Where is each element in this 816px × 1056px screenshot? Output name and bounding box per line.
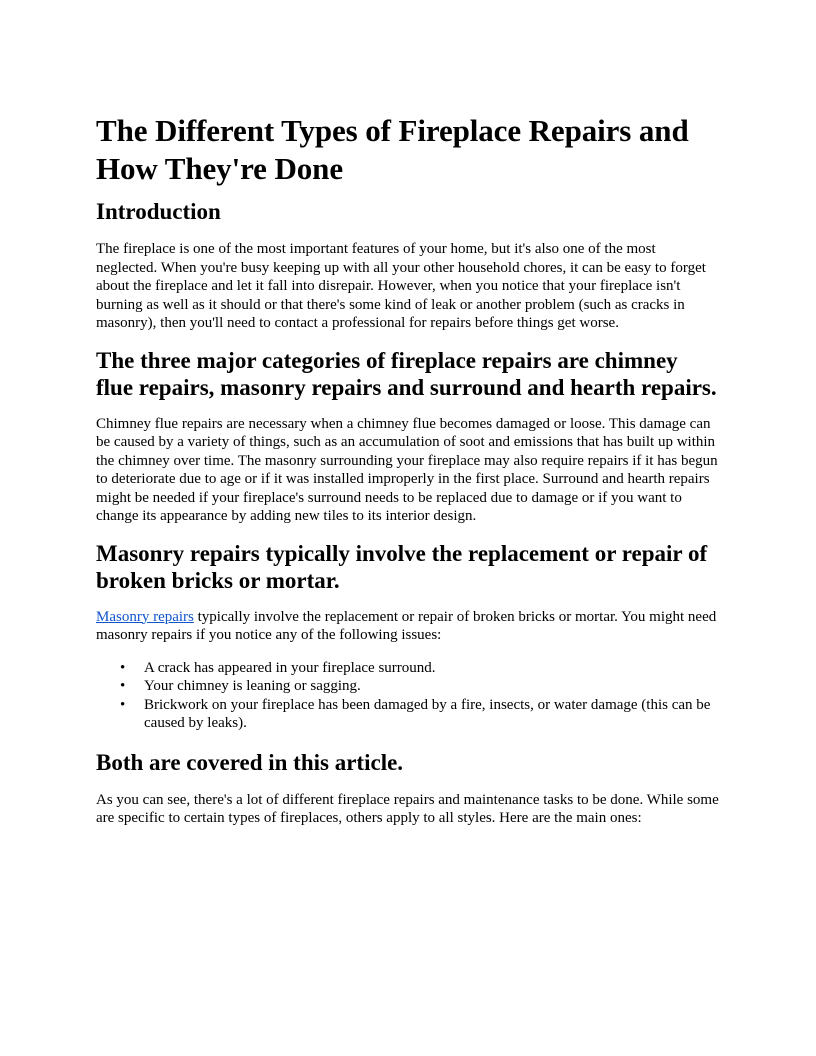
list-item-text: Your chimney is leaning or sagging.	[144, 678, 361, 694]
document-title: The Different Types of Fireplace Repairs and How They're Done	[96, 113, 689, 186]
section-heading-both-covered: Both are covered in this article.	[96, 749, 404, 775]
list-item	[120, 677, 720, 696]
section-paragraph-both-covered: As you can see, there's a lot of different fireplace repairs and maintenance tasks to be done. While some are specific to certain types of fireplaces, others apply to all styles. Here are the main ones:	[96, 791, 719, 826]
masonry-issues-list	[96, 659, 720, 733]
section-paragraph-masonry-repairs	[96, 608, 720, 645]
bullet-icon: •	[120, 659, 126, 676]
section-paragraph-introduction: The fireplace is one of the most important features of your home, but it's also one of the most neglected. When you're busy keeping up with all your other household chores, it can be easy to forget about the fireplace and let it fall into disrepair. However, when you notice that your fireplace isn't burning as well as it should or that there's some kind of leak or another problem (such as cracks in masonry), then you'll need to contact a professional for repairs before things get worse.	[96, 241, 706, 331]
masonry-paragraph-text: typically involve the replacement or repair of broken bricks or mortar. You might need masonry repairs if you notice any of the following issues:	[96, 608, 717, 643]
list-item	[120, 659, 720, 678]
masonry-repairs-link[interactable]: Masonry repairs	[96, 608, 194, 625]
section-paragraph-repair-categories: Chimney flue repairs are necessary when a chimney flue becomes damaged or loose. This damage can be caused by a variety of things, such as an accumulation of soot and emissions that has built up within the chimney over time. The masonry surrounding your fireplace may also require repairs if it has begun to deteriorate due to age or if it was installed improperly in the first place. Surround and hearth repairs might be needed if your fireplace's surround needs to be replaced due to damage or if you want to change its appearance by adding new tiles to its interior design.	[96, 415, 718, 524]
list-item-text: Brickwork on your fireplace has been damaged by a fire, insects, or water damage (this can be caused by leaks).	[144, 696, 711, 731]
section-heading-repair-categories: The three major categories of fireplace repairs are chimney flue repairs, masonry repairs and surround and hearth repairs.	[96, 347, 717, 400]
section-heading-masonry-repairs: Masonry repairs typically involve the replacement or repair of broken bricks or mortar.	[96, 540, 708, 593]
list-item-text: A crack has appeared in your fireplace surround.	[144, 659, 436, 676]
list-item	[120, 696, 720, 733]
bullet-icon: •	[120, 678, 126, 694]
section-heading-introduction: Introduction	[96, 199, 221, 224]
bullet-icon: •	[120, 696, 126, 713]
